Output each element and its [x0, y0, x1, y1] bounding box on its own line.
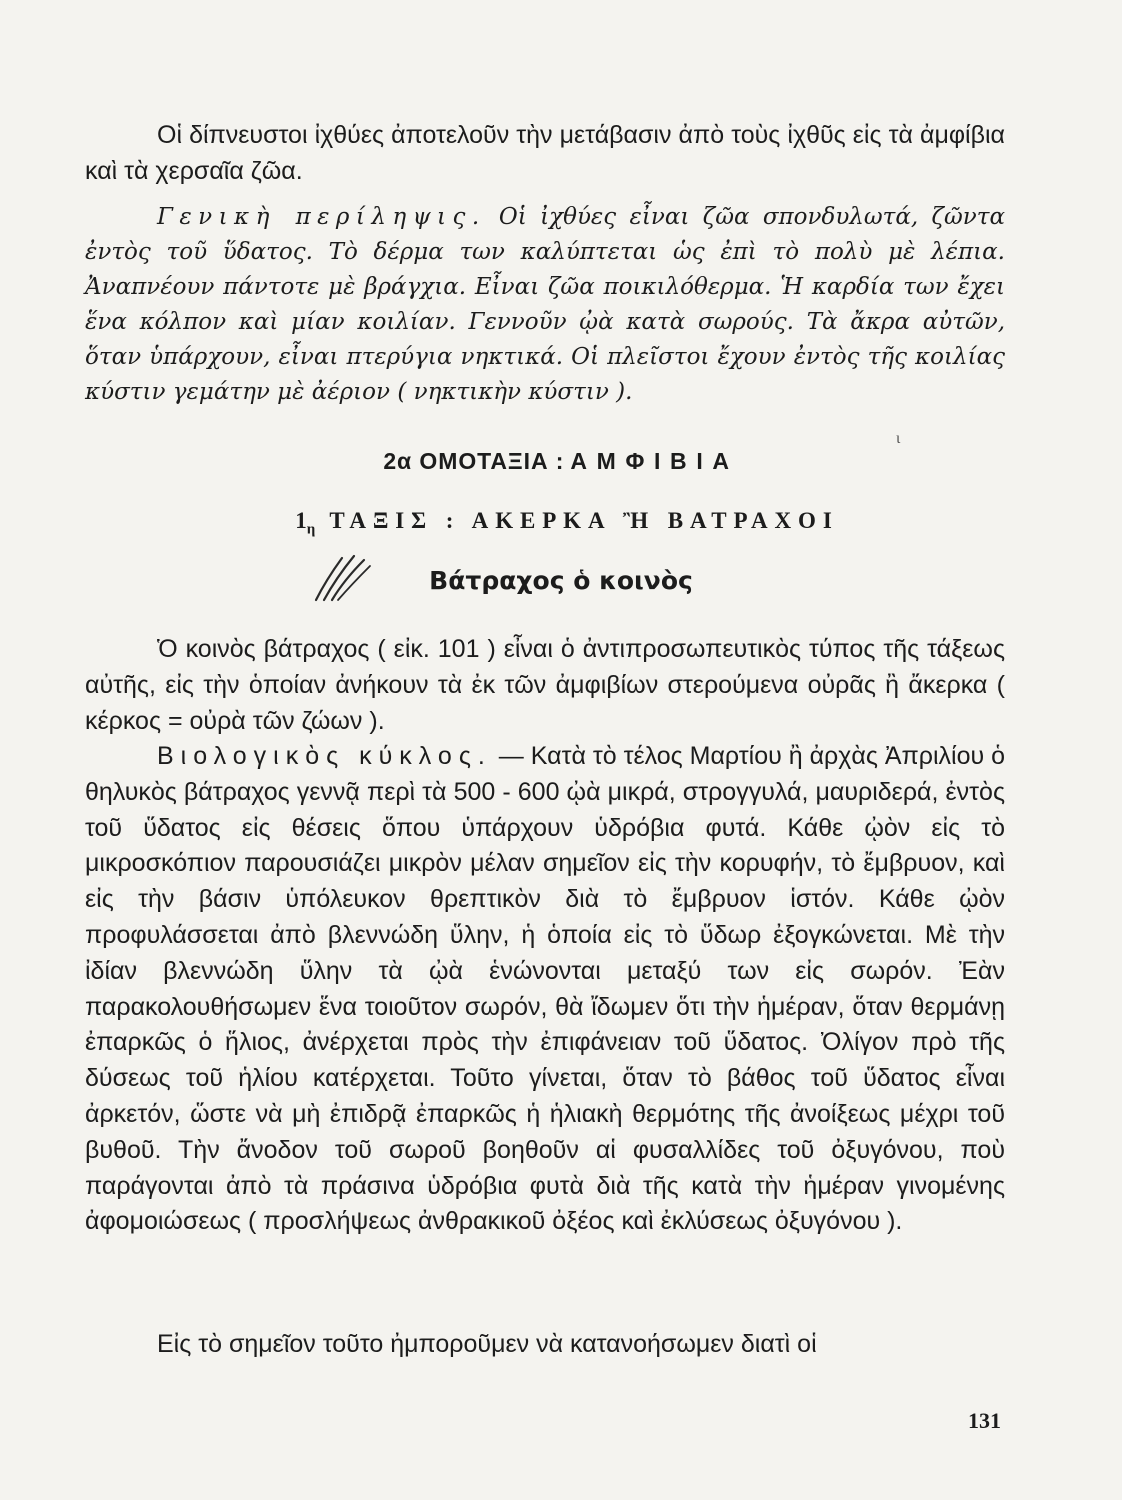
frog-intro-paragraph: Ὁ κοινὸς βάτραχος ( εἰκ. 101 ) εἶναι ὁ ἀντιπροσωπευτικὸς τύπος τῆς τάξεως αὐτῆς, εἰς τὴν ὁποίαν ἀνήκουν τὰ ἐκ τῶν ἀμφιβίων στερούμενα οὐρᾶς ἢ ἄκερκα ( κέρκος = οὐρὰ τῶν ζώων ). [85, 635, 1005, 735]
page-number: 131 [968, 1408, 1001, 1433]
class-heading-prefix: 2α ΟΜΟΤΑΞΙΑ : [383, 448, 565, 474]
summary-label: Γενικὴ περίληψις. [157, 204, 486, 230]
summary-paragraph [85, 200, 1005, 410]
life-cycle-paragraph [85, 739, 1005, 1240]
life-cycle-text: — Κατὰ τὸ τέλος Μαρτίου ἢ ἀρχὰς Ἀπριλίου ὁ θηλυκὸς βάτραχος γεννᾷ περὶ τὰ 500 - 600 ᾠὰ μικρά, στρογγυλά, μαυριδερά, ἐντὸς τοῦ ὕδατος εἰς θέσεις ὅπου ὑπάρχουν ὑδρόβια φυτά. Κάθε ᾠὸν εἰς τὸ μικροσκόπιον παρουσιάζει μικρὸν μέλαν σημεῖον εἰς τὴν κορυφήν, τὸ ἔμβρυον, καὶ εἰς τὴν βάσιν ὑπόλευκον θρεπτικὸν διὰ τὸ ἔμβρυον ἱστόν. Κάθε ᾠὸν προφυλάσσεται ἀπὸ βλεννώδη ὕλην, ἡ ὁποία εἰς τὸ ὕδωρ ἐξογκώνεται. Μὲ τὴν ἰδίαν βλεννώδη ὕλην τὰ ᾠὰ ἑνώνονται μεταξύ των εἰς σωρόν. Ἐὰν παρακολουθήσωμεν ἕνα τοιοῦτον σωρόν, θὰ ἴδωμεν ὅτι τὴν ἡμέραν, ὅταν θερμάνῃ ἐπαρκῶς ὁ ἥλιος, ἀνέρχεται πρὸς τὴν ἐπιφάνειαν τοῦ ὕδατος. Ὀλίγον πρὸ τῆς δύσεως τοῦ ἡλίου κατέρχεται. Τοῦτο γίνεται, ὅταν τὸ βάθος τοῦ ὕδατος εἶναι ἀρκετόν, ὥστε νὰ μὴ ἐπιδρᾷ ἐπαρκῶς ἡ ἡλιακὴ θερμότης τῆς ἀνοίξεως μέχρι τοῦ βυθοῦ. Τὴν ἄνοδον τοῦ σωροῦ βοηθοῦν αἱ φυσαλλίδες τοῦ ὀξυγόνου, ποὺ παράγονται ἀπὸ τὰ πράσινα ὑδρόβια φυτὰ διὰ τῆς κατὰ τὴν ἡμέραν γινομένης ἀφομοιώσεως ( προσλήψεως ἀνθρακικοῦ ὀξέος καὶ ἐκλύσεως ὀξυγόνου ). [85, 742, 1006, 1236]
class-heading [0, 448, 1122, 475]
margin-tick: ι [896, 430, 901, 447]
summary-text: Οἱ ἰχθύες εἶναι ζῶα σπονδυλωτά, ζῶντα ἐντὸς τοῦ ὕδατος. Τὸ δέρμα των καλύπτεται ὡς ἐπὶ τὸ πολὺ μὲ λέπια. Ἀναπνέουν πάντοτε μὲ βράγχια. Εἶναι ζῶα ποικιλόθερμα. Ἡ καρδία των ἔχει ἕνα κόλπον καὶ μίαν κοιλίαν. Γεννοῦν ᾠὰ κατὰ σωρούς. Τὰ ἄκρα αὐτῶν, ὅταν ὑπάρχουν, εἶναι πτερύγια νηκτικά. Οἱ πλεῖστοι ἔχουν ἐντὸς τῆς κοιλίας κύστιν γεμάτην μὲ ἀέριον ( νηκτικὴν κύστιν ). [85, 204, 1005, 405]
order-heading-text: ΤΑΞΙΣ : ΑΚΕΡΚΑ Ἢ ΒΑΤΡΑΧΟΙ [329, 508, 839, 533]
life-cycle-label: Βιολογικὸς κύκλος. [157, 742, 492, 770]
order-number [295, 508, 316, 538]
order-number-digit: 1 [295, 508, 307, 533]
class-heading-name: ΑΜΦΙΒΙΑ [570, 448, 739, 474]
order-number-suffix: η [306, 521, 316, 538]
intro-paragraph: Οἱ δίπνευστοι ἰχθύες ἀποτελοῦν τὴν μετάβασιν ἀπὸ τοὺς ἰχθῦς εἰς τὰ ἀμφίβια καὶ τὰ χερσαῖα ζῶα. [85, 121, 1005, 185]
order-heading [0, 508, 1122, 539]
closing-paragraph: Εἰς τὸ σημεῖον τοῦτο ἠμποροῦμεν νὰ κατανοήσωμεν διατὶ οἱ [157, 1330, 817, 1358]
species-heading: Βάτραχος ὁ κοινὸς [429, 566, 693, 595]
